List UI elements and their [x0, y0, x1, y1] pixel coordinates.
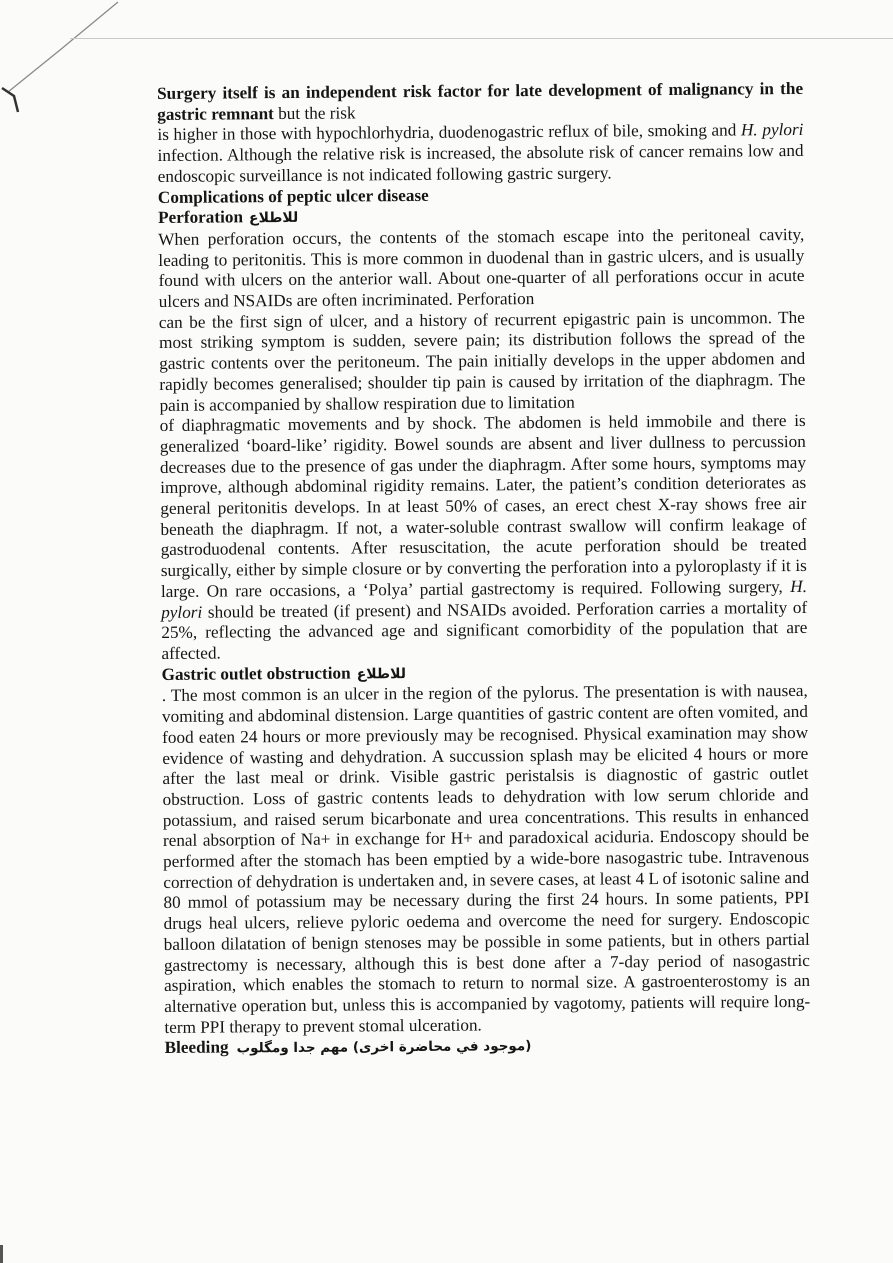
perforation-text-end: should be treated (if present) and NSAIDs avoided. Perforation carries a mortality of 25%, reflecting the advanced age and significant comorbidity of the population that are affected.	[161, 597, 808, 663]
document-body	[157, 79, 811, 1060]
perforation-text: of diaphragmatic movements and by shock. The abdomen is held immobile and there is generalized ‘board-like’ rigidity. Bowel sounds are absent and liver dullness to percussion decreases due to the presence of gas under the diaphragm. After some hours, symptoms may improve, although abdominal rigidity remains. Later, the patient’s condition deteriorates as general peritonitis develops. In at least 50% of cases, an erect chest X-ray shows free air beneath the diaphragm. If not, a water-soluble contrast swallow will confirm leakage of gastroduodenal contents. After resuscitation, the acute perforation should be treated surgically, either by simple closure or by converting the perforation into a pyloroplasty if it is large. On rare occasions, a ‘Polya’ partial gastrectomy is required. Following surgery,	[159, 411, 807, 601]
scan-edge-mark	[0, 1245, 3, 1263]
perforation-arabic-note: للاطلاع	[248, 210, 299, 227]
intro-heading: Surgery itself is an independent risk factor for late development of malignancy in the gastric remnant	[157, 78, 804, 124]
bleeding-heading-line	[164, 1033, 810, 1060]
gastric-outlet-paragraph: . The most common is an ulcer in the region of the pylorus. The presentation is with nausea, vomiting and abdominal distension. Large quantities of gastric content are often vomited, and food eaten 24 hours or more previously may be recognised. Physical examination may show evidence of wasting and dehydration. A succussion splash may be elicited 4 hours or more after the last meal or drink. Visible gastric peristalsis is diagnostic of gastric outlet obstruction. Loss of gastric contents leads to dehydration with low serum chloride and potassium, and raised serum bicarbonate and urea concentrations. This results in enhanced renal absorption of Na+ in exchange for H+ and paradoxical aciduria. Endoscopy should be performed after the stomach has been emptied by a wide-bore nasogastric tube. Intravenous correction of dehydration is undertaken and, in severe cases, at least 4 L of isotonic saline and 80 mmol of potassium may be necessary during the first 24 hours. In some patients, PPI drugs heal ulcers, relieve pyloric oedema and overcome the need for surgery. Endoscopic balloon dilatation of benign stenoses may be possible in some patients, but in others partial gastrectomy is necessary, although this is best done after a 7-day period of nasogastric aspiration, which enables the stomach to return to normal size. A gastroenterostomy is an alternative operation but, unless this is accompanied by vagotomy, patients will require long-term PPI therapy to prevent stomal ulceration.	[161, 681, 811, 1037]
bleeding-heading: Bleeding	[164, 1037, 229, 1058]
intro-paragraph	[157, 79, 804, 188]
perforation-heading: Perforation	[157, 207, 244, 228]
scan-top-rule	[70, 38, 893, 39]
complications-heading: Complications of peptic ulcer disease	[157, 185, 429, 207]
gastric-outlet-heading: Gastric outlet obstruction	[161, 663, 351, 684]
gastric-outlet-arabic-note: للاطلاع	[356, 665, 407, 683]
intro-heading-tail: but the risk	[273, 103, 356, 123]
perforation-paragraph-2: can be the first sign of ulcer, and a history of recurrent epigastric pain is uncommon. The most striking symptom is sudden, severe pain; its distribution follows the spread of the gastric contents over the peritoneum. The pain initially develops in the upper abdomen and rapidly becomes generalised; shoulder tip pain is caused by irritation of the diaphragm. The pain is accompanied by shallow respiration due to limitation	[158, 307, 806, 415]
page-fold-mark	[0, 0, 140, 120]
intro-text: is higher in those with hypochlorhydria, duodenogastric reflux of bile, smoking and	[157, 120, 742, 145]
perforation-italic-term: H. pylori	[161, 576, 808, 622]
perforation-paragraph-3	[160, 411, 808, 665]
perforation-paragraph-1: When perforation occurs, the contents of the stomach escape into the peritoneal cavity, leading to peritonitis. This is more common in duodenal than in gastric ulcers, and is usually found with ulcers on the anterior wall. About one-quarter of all perforations occur in acute ulcers and NSAIDs are often incriminated. Perforation	[158, 224, 805, 312]
intro-text-end: infection. Although the relative risk is increased, the absolute risk of cancer remains low and endoscopic surveillance is not indicated following gastric surgery.	[157, 141, 804, 186]
intro-italic-term: H. pylori	[740, 120, 804, 140]
bleeding-arabic-note: (موجود في محاضرة اخرى) مهم جدا ومگلوب	[236, 1038, 532, 1057]
